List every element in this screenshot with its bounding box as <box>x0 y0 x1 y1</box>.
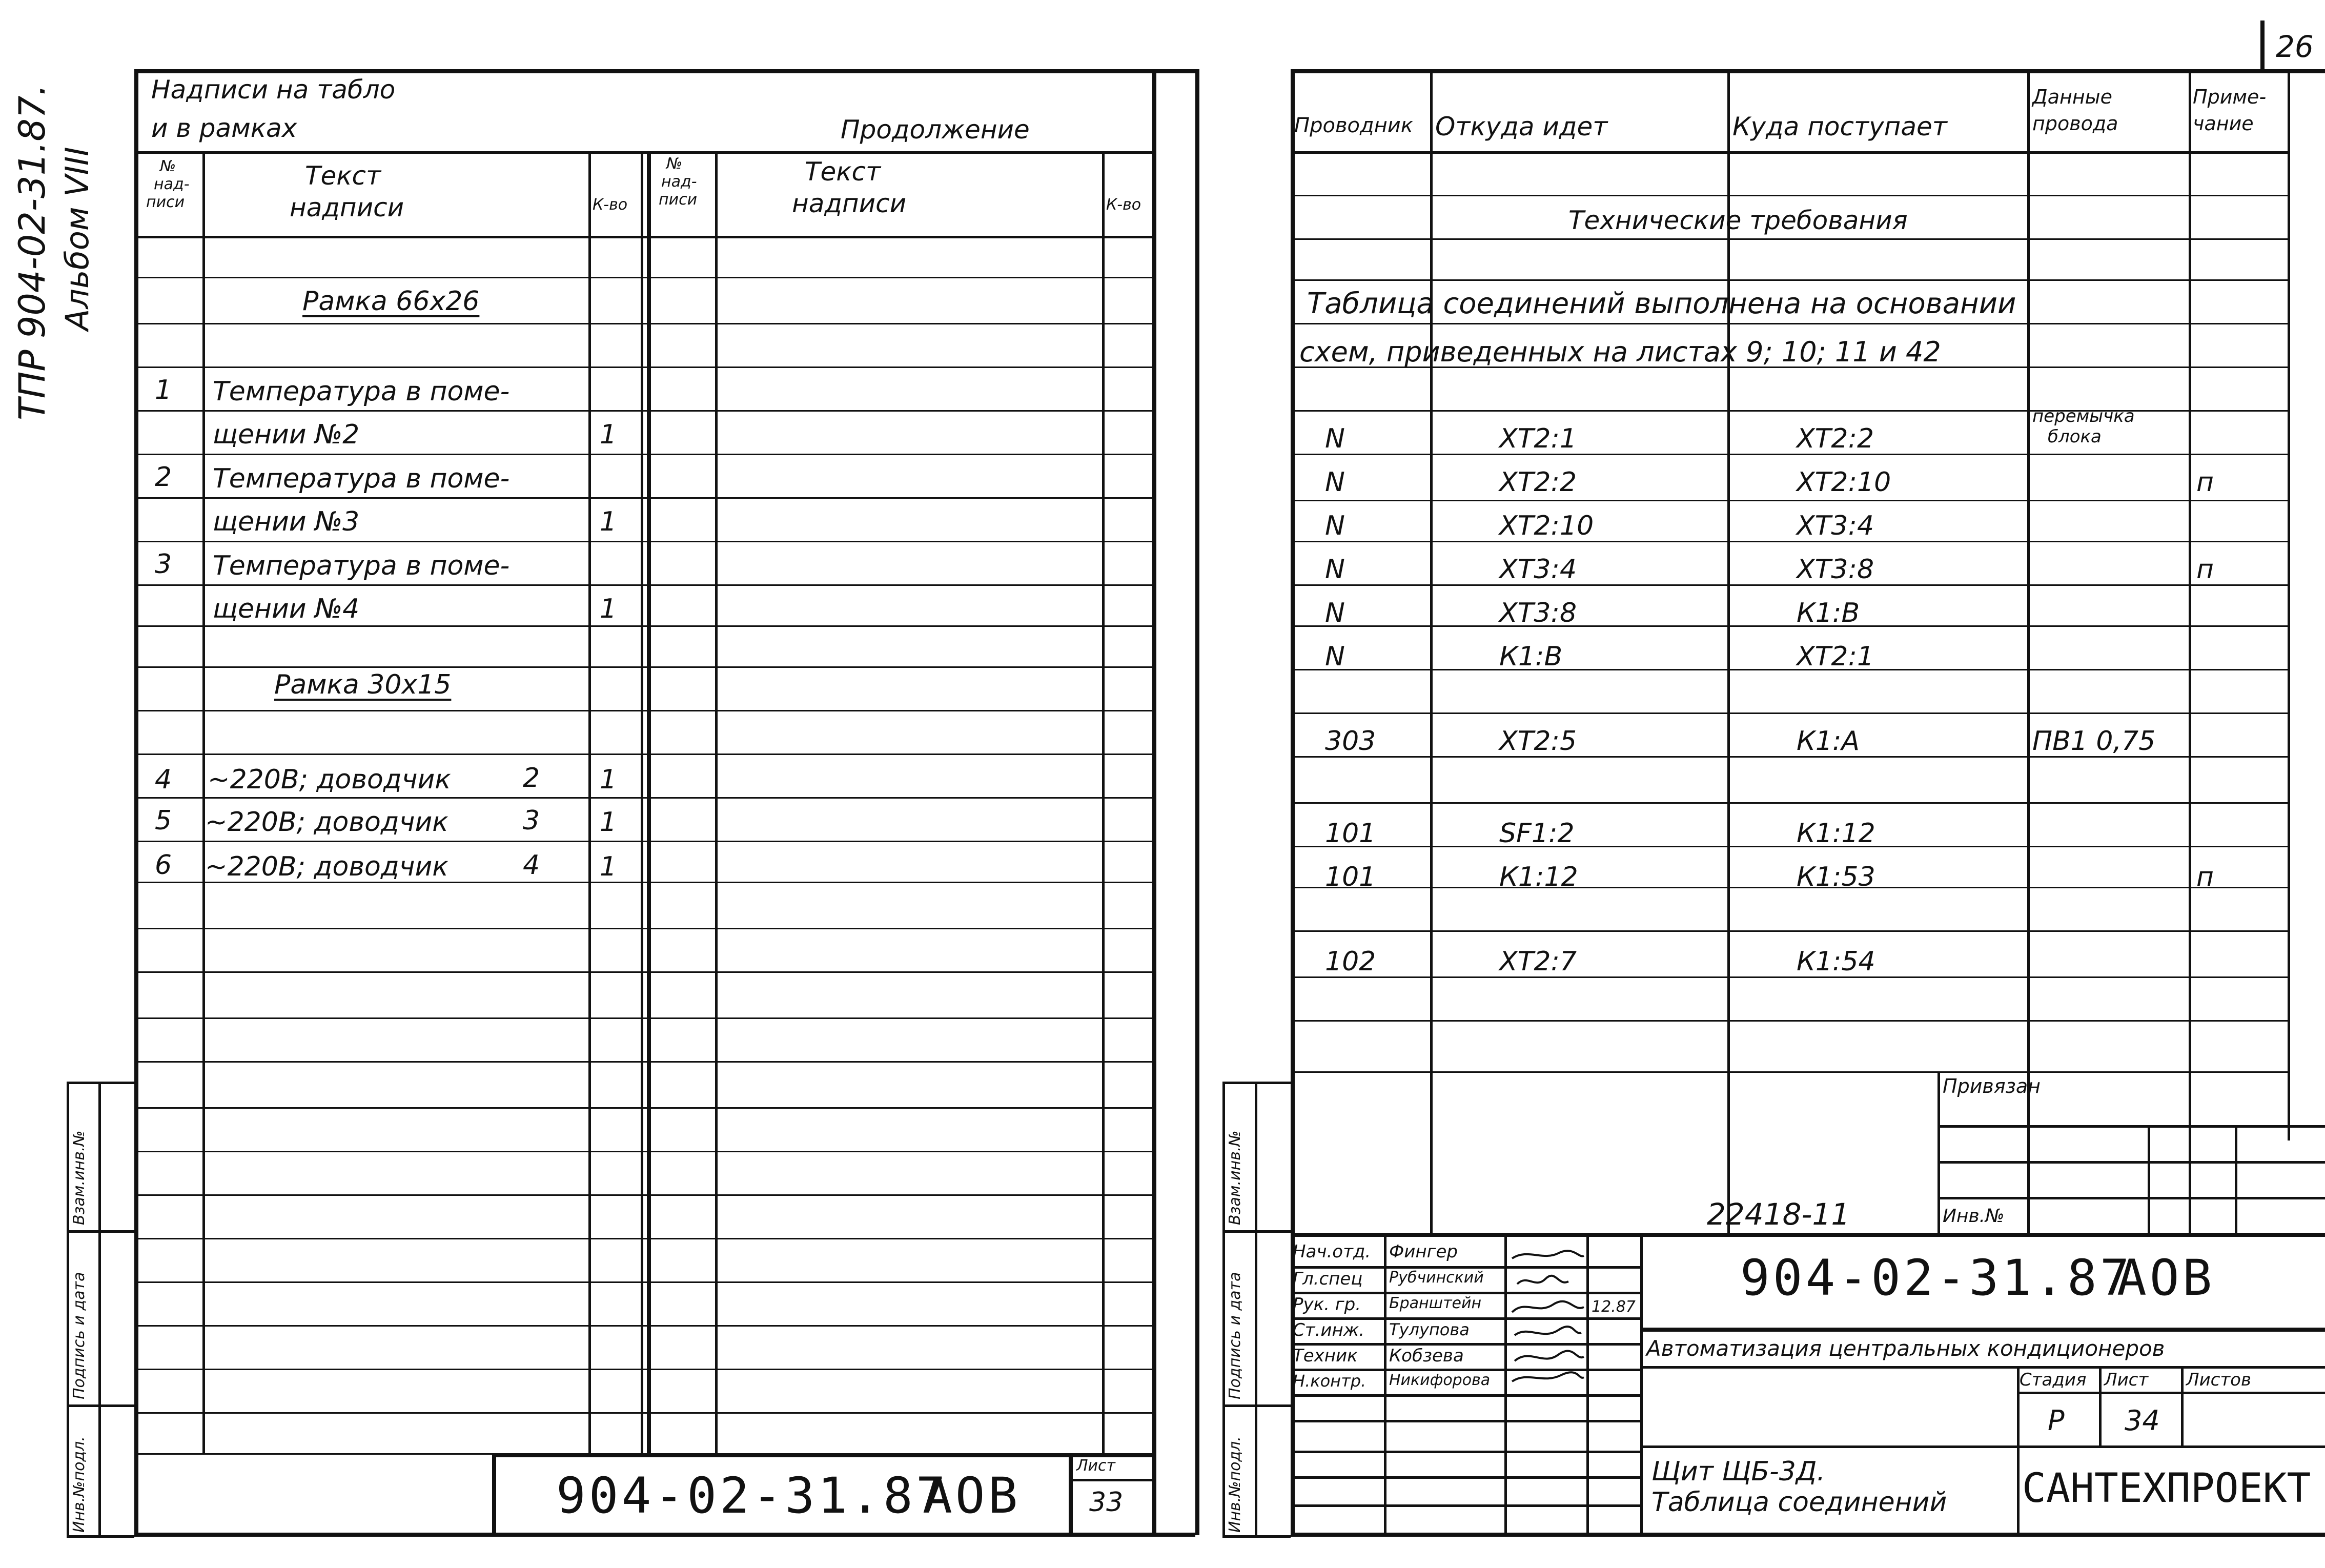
conn-row-conductor: 101 <box>1325 862 1376 892</box>
bound-label: Привязан <box>1943 1075 2041 1097</box>
hdr-text-1: Текст <box>305 161 381 191</box>
row2-qty-2: 1 <box>600 807 617 838</box>
jumper-1: перемычка <box>2032 406 2135 426</box>
hdr-no2-2: над- <box>661 173 697 191</box>
row-qty-6: 1 <box>600 594 617 624</box>
row-text-2: щении №2 <box>213 419 360 450</box>
left-stamp-inv-orig: Инв.№подл. <box>70 1436 88 1533</box>
conn-row-conductor: N <box>1325 511 1345 541</box>
conn-row-to: К1:12 <box>1797 818 1875 849</box>
hdr-no2-3: писи <box>659 191 698 209</box>
name-4: Кобзева <box>1389 1346 1464 1366</box>
tb-suffix: АОВ <box>2117 1249 2215 1307</box>
row2-no-1: 4 <box>155 764 172 795</box>
right-stamp-sign-date: Подпись и дата <box>1226 1272 1244 1399</box>
role-3: Ст.инж. <box>1293 1320 1365 1340</box>
right-stamp-inv-orig: Инв.№подл. <box>1226 1436 1244 1533</box>
left-doc-code: 904-02-31.87 <box>556 1467 949 1524</box>
row-qty-4: 1 <box>600 506 617 537</box>
row2-qty-3: 1 <box>600 851 617 882</box>
left-sheet-label: Лист <box>1076 1457 1116 1475</box>
row2-text-2: ~220В; доводчик <box>205 807 448 838</box>
conn-row-from: ХТ2:7 <box>1499 946 1577 977</box>
name-1: Рубчинский <box>1389 1269 1484 1287</box>
hdr-note-2: чание <box>2193 112 2254 135</box>
hdr-no-2: над- <box>154 175 190 193</box>
inv-no-label: Инв.№ <box>1943 1206 2005 1227</box>
hdr-wire-1: Данные <box>2032 86 2113 108</box>
left-doc-suffix: АОВ <box>923 1467 1021 1524</box>
conn-row-conductor: N <box>1325 423 1345 454</box>
tb-doc-1: Щит ЩБ-3Д. <box>1651 1456 1826 1487</box>
tb-org: САНТЕХПРОЕКТ <box>2022 1465 2311 1512</box>
role-0: Нач.отд. <box>1293 1241 1371 1262</box>
name-5: Никифорова <box>1389 1371 1491 1389</box>
continuation-label: Продолжение <box>841 115 1030 145</box>
tech-req-title: Технические требования <box>1568 206 1908 235</box>
row-text-4: щении №3 <box>213 506 360 537</box>
hdr-no-3: писи <box>146 193 185 211</box>
tb-doc-2: Таблица соединений <box>1651 1487 1947 1518</box>
frame-label-2: Рамка 30х15 <box>274 669 452 700</box>
row2-qty-1: 1 <box>600 764 617 795</box>
conn-row-conductor: N <box>1325 467 1345 498</box>
role-4: Техник <box>1293 1346 1358 1366</box>
tb-code: 904-02-31.87 <box>1740 1249 2133 1307</box>
row2-text-3: ~220В; доводчик <box>205 851 448 882</box>
note-line-1: Таблица соединений выполнена на основании <box>1307 287 2016 320</box>
row-no-1: 1 <box>155 375 172 405</box>
conn-row-note: п <box>2196 554 2214 585</box>
left-sheet-no: 33 <box>1089 1487 1124 1518</box>
conn-row-conductor: N <box>1325 598 1345 628</box>
conn-row-from: ХТ3:8 <box>1499 598 1577 628</box>
conn-row-from: ХТ2:5 <box>1499 726 1577 757</box>
name-2: Бранштейн <box>1389 1294 1482 1312</box>
conn-row-to: ХТ3:8 <box>1797 554 1874 585</box>
conn-row-conductor: N <box>1325 641 1345 672</box>
name-3: Тулупова <box>1389 1320 1470 1339</box>
inv-no-value: 22418-11 <box>1707 1197 1850 1232</box>
conn-row-to: ХТ2:10 <box>1797 467 1891 498</box>
conn-row-to: ХТ2:2 <box>1797 423 1874 454</box>
row-text-1: Температура в поме- <box>213 376 510 407</box>
left-stamp-sign-date: Подпись и дата <box>70 1272 88 1399</box>
jumper-2: блока <box>2048 426 2102 447</box>
tb-date: 12.87 <box>1592 1298 1636 1316</box>
row-no-3: 2 <box>155 462 172 493</box>
hdr-to: Куда поступает <box>1732 112 1947 141</box>
album-number: Альбом VIII <box>58 147 96 331</box>
signatures <box>1507 1238 1586 1387</box>
right-stamp-inv-repl: Взам.инв.№ <box>1226 1130 1244 1225</box>
tb-sheet: 34 <box>2125 1404 2160 1437</box>
tb-sheets-label: Листов <box>2186 1370 2252 1390</box>
row2-no-3: 6 <box>155 850 172 881</box>
left-stamp-inv-repl: Взам.инв.№ <box>70 1130 88 1225</box>
row2-num-1: 2 <box>523 763 540 793</box>
hdr-qty2: К-во <box>1106 196 1141 214</box>
hdr-note-1: Приме- <box>2193 86 2267 108</box>
hdr-text2-2: надписи <box>792 189 907 218</box>
row-text-6: щении №4 <box>213 594 360 624</box>
row-no-5: 3 <box>155 549 172 580</box>
conn-row-from: SF1:2 <box>1499 818 1575 849</box>
row2-no-2: 5 <box>155 805 172 836</box>
hdr-text-2: надписи <box>290 193 404 222</box>
conn-row-to: К1:53 <box>1797 862 1875 892</box>
conn-row-from: ХТ3:4 <box>1499 554 1577 585</box>
row2-num-2: 3 <box>523 805 540 836</box>
conn-row-to: К1:А <box>1797 726 1860 757</box>
left-title-2: и в рамках <box>151 113 297 143</box>
hdr-wire-2: провода <box>2032 112 2118 135</box>
role-2: Рук. гр. <box>1293 1294 1361 1315</box>
conn-row-wire: ПВ1 0,75 <box>2032 726 2156 757</box>
row-text-5: Температура в поме- <box>213 551 510 581</box>
page-number: 26 <box>2276 29 2314 64</box>
frame-label-1: Рамка 66х26 <box>302 286 480 317</box>
conn-row-conductor: 102 <box>1325 946 1376 977</box>
role-1: Гл.спец <box>1293 1269 1363 1289</box>
left-title-1: Надписи на табло <box>151 75 396 105</box>
conn-row-conductor: N <box>1325 554 1345 585</box>
note-line-2: схем, приведенных на листах 9; 10; 11 и 42 <box>1299 336 1941 368</box>
tb-stage-label: Стадия <box>2020 1370 2087 1390</box>
hdr-from: Откуда идет <box>1435 112 1608 141</box>
hdr-no-1: № <box>160 157 176 175</box>
conn-row-to: ХТ2:1 <box>1797 641 1874 672</box>
conn-row-from: ХТ2:10 <box>1499 511 1594 541</box>
row2-num-3: 4 <box>523 850 540 881</box>
conn-row-to: К1:54 <box>1797 946 1875 977</box>
name-0: Фингер <box>1389 1241 1458 1262</box>
conn-row-from: ХТ2:2 <box>1499 467 1577 498</box>
tb-project: Автоматизация центральных кондиционеров <box>1646 1336 2165 1361</box>
hdr-qty: К-во <box>593 196 628 214</box>
conn-row-note: п <box>2196 467 2214 498</box>
conn-row-conductor: 101 <box>1325 818 1376 849</box>
hdr-conductor: Проводник <box>1294 114 1413 137</box>
tb-stage: Р <box>2048 1404 2065 1437</box>
role-5: Н.контр. <box>1293 1371 1367 1391</box>
row2-text-1: ~220В; доводчик <box>208 764 451 795</box>
album-code: ТПР 904-02-31.87. <box>11 84 53 420</box>
conn-row-conductor: 303 <box>1325 726 1376 757</box>
conn-row-to: ХТ3:4 <box>1797 511 1874 541</box>
side-stamp <box>10 51 113 420</box>
conn-row-from: К1:В <box>1499 641 1563 672</box>
conn-row-note: п <box>2196 862 2214 892</box>
tb-sheet-label: Лист <box>2104 1370 2149 1390</box>
row-qty-2: 1 <box>600 419 617 450</box>
row-text-3: Температура в поме- <box>213 463 510 494</box>
conn-row-to: К1:В <box>1797 598 1860 628</box>
hdr-no2-1: № <box>666 155 683 173</box>
conn-row-from: К1:12 <box>1499 862 1578 892</box>
hdr-text2-1: Текст <box>805 157 881 187</box>
conn-row-from: ХТ2:1 <box>1499 423 1577 454</box>
